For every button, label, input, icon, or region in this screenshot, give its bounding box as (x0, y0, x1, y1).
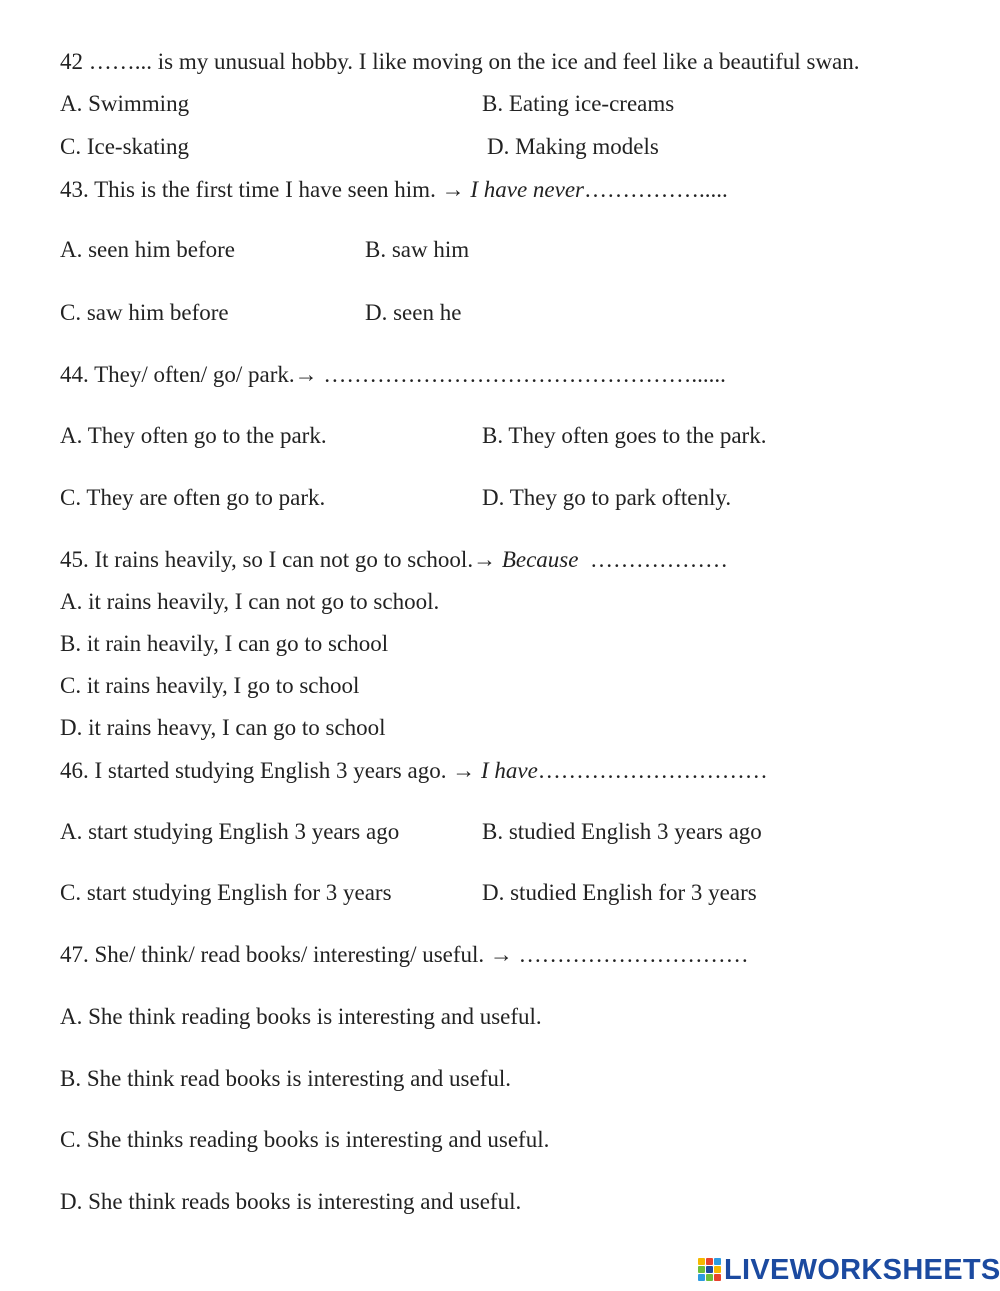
q46-prompt (60, 757, 768, 785)
q44-option-c[interactable]: C. They are often go to park. (60, 485, 326, 510)
q44-prompt: 44. They/ often/ go/ park.→ …………………………………………...... (60, 362, 726, 387)
q46-option-d[interactable]: D. studied English for 3 years (482, 880, 757, 905)
q45-prompt-italic: Because (501, 547, 579, 572)
q46-blank: ………………………… (537, 758, 768, 783)
q42-option-d[interactable]: D. Making models (487, 134, 659, 159)
q43-blank: ……………..... (583, 177, 728, 202)
q43-prompt (60, 176, 728, 204)
q47-option-b[interactable]: B. She think read books is interesting and useful. (60, 1066, 511, 1091)
q46-prompt-text: 46. I started studying English 3 years ago. → (60, 758, 481, 783)
q42-prompt: 42 ……... is my unusual hobby. I like moving on the ice and feel like a beautiful swan. (60, 49, 860, 74)
q43-option-d[interactable]: D. seen he (365, 300, 462, 325)
q46-option-c[interactable]: C. start studying English for 3 years (60, 880, 392, 905)
q47-option-c[interactable]: C. She thinks reading books is interesting and useful. (60, 1127, 550, 1152)
q44-option-a[interactable]: A. They often go to the park. (60, 423, 327, 448)
q46-prompt-italic: I have (480, 758, 538, 783)
q44-option-b[interactable]: B. They often goes to the park. (482, 423, 767, 448)
q43-option-a[interactable]: A. seen him before (60, 237, 235, 262)
q43-option-b[interactable]: B. saw him (365, 237, 470, 262)
q43-prompt-italic: I have never (470, 177, 584, 202)
q43-prompt-text: 43. This is the first time I have seen him. → (60, 177, 471, 202)
q45-prompt (60, 546, 728, 574)
q47-option-d[interactable]: D. She think reads books is interesting and useful. (60, 1189, 522, 1214)
q47-option-a[interactable]: A. She think reading books is interesting and useful. (60, 1004, 542, 1029)
q42-option-a[interactable]: A. Swimming (60, 91, 190, 116)
liveworksheets-logo-text: LIVEWORKSHEETS (724, 1253, 1000, 1286)
q46-option-a[interactable]: A. start studying English 3 years ago (60, 819, 400, 844)
q42-option-c[interactable]: C. Ice-skating (60, 134, 190, 159)
q45-blank: ……………… (578, 547, 728, 572)
q44-option-d[interactable]: D. They go to park oftenly. (482, 485, 732, 510)
q45-option-b[interactable]: B. it rain heavily, I can go to school (60, 631, 389, 656)
q47-prompt: 47. She/ think/ read books/ interesting/ useful. → ………………………… (60, 942, 749, 967)
q43-option-c[interactable]: C. saw him before (60, 300, 229, 325)
q45-option-d[interactable]: D. it rains heavy, I can go to school (60, 715, 386, 740)
q42-option-b[interactable]: B. Eating ice-creams (482, 91, 675, 116)
q46-option-b[interactable]: B. studied English 3 years ago (482, 819, 762, 844)
q45-option-a[interactable]: A. it rains heavily, I can not go to school. (60, 589, 440, 614)
liveworksheets-logo-icon (698, 1258, 722, 1282)
q45-option-c[interactable]: C. it rains heavily, I go to school (60, 673, 360, 698)
liveworksheets-logo (698, 1254, 1000, 1286)
q45-prompt-text: 45. It rains heavily, so I can not go to school.→ (60, 547, 502, 572)
